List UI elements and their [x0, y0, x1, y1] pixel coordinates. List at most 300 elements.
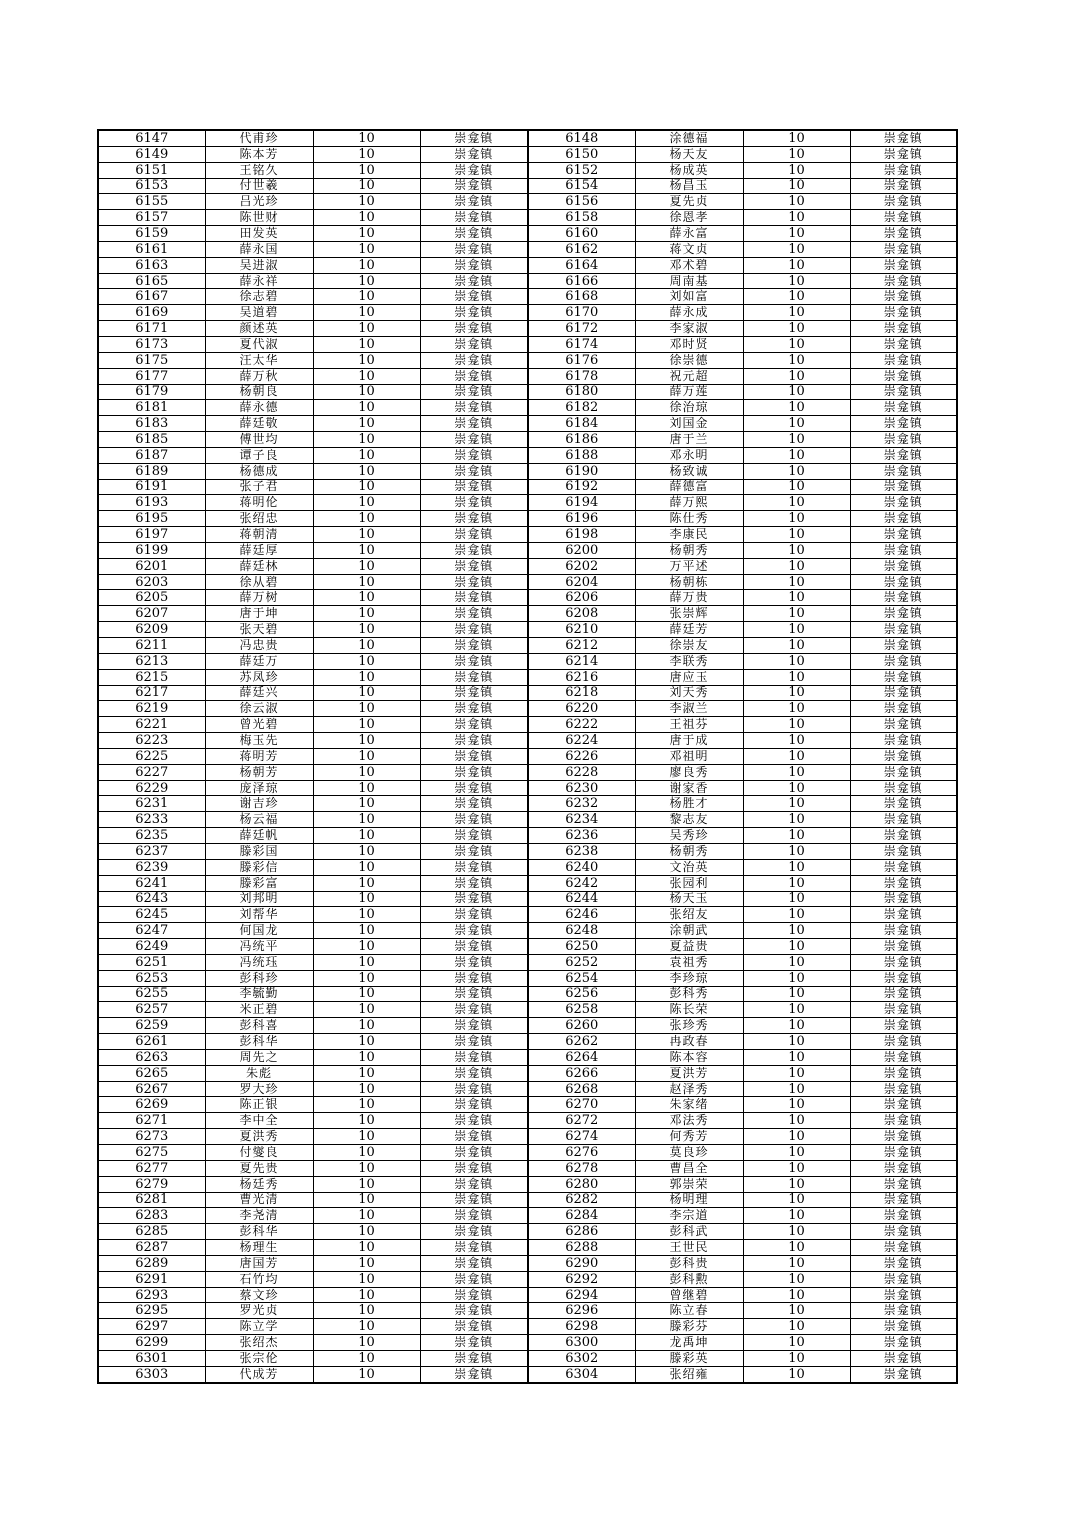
left-id-cell: 6231	[98, 796, 205, 812]
left-amount-cell: 10	[313, 1303, 420, 1319]
right-town-cell: 崇龛镇	[850, 812, 957, 828]
left-town-cell: 崇龛镇	[420, 400, 528, 416]
left-name-cell: 庞泽琼	[205, 780, 313, 796]
right-id-cell: 6248	[528, 923, 635, 939]
right-id-cell: 6300	[528, 1335, 635, 1351]
right-amount-cell: 10	[743, 986, 850, 1002]
left-town-cell: 崇龛镇	[420, 336, 528, 352]
right-name-cell: 杨朝栋	[635, 574, 743, 590]
right-amount-cell: 10	[743, 653, 850, 669]
left-amount-cell: 10	[313, 273, 420, 289]
left-name-cell: 傅世均	[205, 432, 313, 448]
right-amount-cell: 10	[743, 336, 850, 352]
table-row	[98, 1002, 957, 1018]
left-town-cell: 崇龛镇	[420, 241, 528, 257]
left-name-cell: 徐云淑	[205, 701, 313, 717]
left-amount-cell: 10	[313, 257, 420, 273]
left-town-cell: 崇龛镇	[420, 1240, 528, 1256]
right-name-cell: 薛万莲	[635, 384, 743, 400]
right-amount-cell: 10	[743, 717, 850, 733]
left-id-cell: 6303	[98, 1366, 205, 1382]
right-amount-cell: 10	[743, 1145, 850, 1161]
right-town-cell: 崇龛镇	[850, 970, 957, 986]
right-town-cell: 崇龛镇	[850, 733, 957, 749]
right-name-cell: 黎志友	[635, 812, 743, 828]
left-id-cell: 6225	[98, 748, 205, 764]
left-name-cell: 薛廷兴	[205, 685, 313, 701]
left-name-cell: 朱彪	[205, 1065, 313, 1081]
right-town-cell: 崇龛镇	[850, 1129, 957, 1145]
right-name-cell: 滕彩芬	[635, 1319, 743, 1335]
left-id-cell: 6273	[98, 1129, 205, 1145]
left-name-cell: 杨朝芳	[205, 764, 313, 780]
left-town-cell: 崇龛镇	[420, 1255, 528, 1271]
left-id-cell: 6217	[98, 685, 205, 701]
left-town-cell: 崇龛镇	[420, 321, 528, 337]
right-name-cell: 彭科秀	[635, 986, 743, 1002]
left-amount-cell: 10	[313, 1319, 420, 1335]
left-town-cell: 崇龛镇	[420, 479, 528, 495]
left-town-cell: 崇龛镇	[420, 495, 528, 511]
left-name-cell: 付世羲	[205, 178, 313, 194]
right-amount-cell: 10	[743, 891, 850, 907]
left-town-cell: 崇龛镇	[420, 574, 528, 590]
right-town-cell: 崇龛镇	[850, 162, 957, 178]
right-id-cell: 6190	[528, 463, 635, 479]
left-amount-cell: 10	[313, 1271, 420, 1287]
left-amount-cell: 10	[313, 1065, 420, 1081]
left-name-cell: 彭科华	[205, 1224, 313, 1240]
left-amount-cell: 10	[313, 1287, 420, 1303]
table-row	[98, 527, 957, 543]
right-id-cell: 6158	[528, 210, 635, 226]
left-town-cell: 崇龛镇	[420, 527, 528, 543]
right-town-cell: 崇龛镇	[850, 1350, 957, 1366]
right-name-cell: 薛万贵	[635, 590, 743, 606]
left-amount-cell: 10	[313, 1240, 420, 1256]
right-town-cell: 崇龛镇	[850, 226, 957, 242]
table-row	[98, 907, 957, 923]
table-row	[98, 875, 957, 891]
left-town-cell: 崇龛镇	[420, 1271, 528, 1287]
right-name-cell: 张绍友	[635, 907, 743, 923]
right-id-cell: 6236	[528, 828, 635, 844]
right-id-cell: 6166	[528, 273, 635, 289]
right-id-cell: 6246	[528, 907, 635, 923]
right-town-cell: 崇龛镇	[850, 1176, 957, 1192]
left-amount-cell: 10	[313, 891, 420, 907]
table-row	[98, 812, 957, 828]
left-id-cell: 6261	[98, 1034, 205, 1050]
table-row	[98, 352, 957, 368]
right-amount-cell: 10	[743, 194, 850, 210]
left-name-cell: 唐于坤	[205, 606, 313, 622]
left-id-cell: 6171	[98, 321, 205, 337]
right-name-cell: 杨天玉	[635, 891, 743, 907]
right-name-cell: 夏洪芳	[635, 1065, 743, 1081]
right-name-cell: 薛德富	[635, 479, 743, 495]
left-id-cell: 6287	[98, 1240, 205, 1256]
table-row	[98, 368, 957, 384]
right-amount-cell: 10	[743, 590, 850, 606]
right-name-cell: 赵泽秀	[635, 1081, 743, 1097]
table-row	[98, 558, 957, 574]
left-amount-cell: 10	[313, 685, 420, 701]
left-id-cell: 6281	[98, 1192, 205, 1208]
right-amount-cell: 10	[743, 1271, 850, 1287]
left-amount-cell: 10	[313, 1176, 420, 1192]
left-amount-cell: 10	[313, 479, 420, 495]
right-name-cell: 刘国金	[635, 416, 743, 432]
left-amount-cell: 10	[313, 1224, 420, 1240]
right-amount-cell: 10	[743, 1366, 850, 1382]
left-name-cell: 夏先贵	[205, 1160, 313, 1176]
left-id-cell: 6175	[98, 352, 205, 368]
left-name-cell: 代成芳	[205, 1366, 313, 1382]
table-row	[98, 542, 957, 558]
right-town-cell: 崇龛镇	[850, 1002, 957, 1018]
right-name-cell: 刘如富	[635, 289, 743, 305]
right-id-cell: 6180	[528, 384, 635, 400]
right-id-cell: 6274	[528, 1129, 635, 1145]
left-name-cell: 薛万秋	[205, 368, 313, 384]
right-town-cell: 崇龛镇	[850, 828, 957, 844]
table-row	[98, 1319, 957, 1335]
right-name-cell: 周南基	[635, 273, 743, 289]
right-amount-cell: 10	[743, 1160, 850, 1176]
table-row	[98, 447, 957, 463]
left-name-cell: 汪太华	[205, 352, 313, 368]
table-row	[98, 701, 957, 717]
left-town-cell: 崇龛镇	[420, 796, 528, 812]
right-town-cell: 崇龛镇	[850, 907, 957, 923]
left-name-cell: 滕彩国	[205, 843, 313, 859]
left-amount-cell: 10	[313, 210, 420, 226]
right-id-cell: 6258	[528, 1002, 635, 1018]
right-town-cell: 崇龛镇	[850, 1224, 957, 1240]
left-amount-cell: 10	[313, 368, 420, 384]
right-town-cell: 崇龛镇	[850, 368, 957, 384]
left-town-cell: 崇龛镇	[420, 1065, 528, 1081]
left-name-cell: 夏洪秀	[205, 1129, 313, 1145]
right-name-cell: 吴秀珍	[635, 828, 743, 844]
right-name-cell: 唐于兰	[635, 432, 743, 448]
left-name-cell: 吴道碧	[205, 305, 313, 321]
left-town-cell: 崇龛镇	[420, 1192, 528, 1208]
right-name-cell: 冉政春	[635, 1034, 743, 1050]
left-id-cell: 6211	[98, 638, 205, 654]
left-town-cell: 崇龛镇	[420, 558, 528, 574]
right-name-cell: 薛万熙	[635, 495, 743, 511]
right-name-cell: 滕彩英	[635, 1350, 743, 1366]
left-amount-cell: 10	[313, 606, 420, 622]
left-town-cell: 崇龛镇	[420, 843, 528, 859]
left-name-cell: 杨德成	[205, 463, 313, 479]
table-row	[98, 1350, 957, 1366]
left-amount-cell: 10	[313, 780, 420, 796]
left-town-cell: 崇龛镇	[420, 226, 528, 242]
right-name-cell: 杨致诚	[635, 463, 743, 479]
right-id-cell: 6156	[528, 194, 635, 210]
right-amount-cell: 10	[743, 352, 850, 368]
right-id-cell: 6192	[528, 479, 635, 495]
right-id-cell: 6304	[528, 1366, 635, 1382]
right-town-cell: 崇龛镇	[850, 701, 957, 717]
right-town-cell: 崇龛镇	[850, 511, 957, 527]
right-name-cell: 李康民	[635, 527, 743, 543]
right-id-cell: 6194	[528, 495, 635, 511]
right-name-cell: 邓术碧	[635, 257, 743, 273]
left-name-cell: 张天碧	[205, 622, 313, 638]
left-name-cell: 薛永祥	[205, 273, 313, 289]
table-row	[98, 1129, 957, 1145]
left-name-cell: 冯统平	[205, 939, 313, 955]
left-name-cell: 吴进淑	[205, 257, 313, 273]
right-town-cell: 崇龛镇	[850, 1303, 957, 1319]
left-id-cell: 6291	[98, 1271, 205, 1287]
right-town-cell: 崇龛镇	[850, 1097, 957, 1113]
right-id-cell: 6266	[528, 1065, 635, 1081]
left-amount-cell: 10	[313, 130, 420, 146]
right-town-cell: 崇龛镇	[850, 717, 957, 733]
left-amount-cell: 10	[313, 416, 420, 432]
records-table	[97, 129, 958, 1384]
right-town-cell: 崇龛镇	[850, 1319, 957, 1335]
right-amount-cell: 10	[743, 384, 850, 400]
left-name-cell: 杨廷秀	[205, 1176, 313, 1192]
table-row	[98, 210, 957, 226]
left-town-cell: 崇龛镇	[420, 432, 528, 448]
right-amount-cell: 10	[743, 1113, 850, 1129]
right-id-cell: 6232	[528, 796, 635, 812]
left-town-cell: 崇龛镇	[420, 1097, 528, 1113]
left-id-cell: 6155	[98, 194, 205, 210]
left-town-cell: 崇龛镇	[420, 653, 528, 669]
left-town-cell: 崇龛镇	[420, 1002, 528, 1018]
right-amount-cell: 10	[743, 447, 850, 463]
table-row	[98, 764, 957, 780]
left-name-cell: 冯忠贵	[205, 638, 313, 654]
left-amount-cell: 10	[313, 178, 420, 194]
left-amount-cell: 10	[313, 828, 420, 844]
right-amount-cell: 10	[743, 859, 850, 875]
right-name-cell: 刘天秀	[635, 685, 743, 701]
left-id-cell: 6279	[98, 1176, 205, 1192]
right-town-cell: 崇龛镇	[850, 558, 957, 574]
table-row	[98, 495, 957, 511]
left-id-cell: 6239	[98, 859, 205, 875]
right-name-cell: 李家淑	[635, 321, 743, 337]
right-amount-cell: 10	[743, 273, 850, 289]
left-name-cell: 谭子良	[205, 447, 313, 463]
right-id-cell: 6188	[528, 447, 635, 463]
table-row	[98, 669, 957, 685]
right-name-cell: 杨朝秀	[635, 843, 743, 859]
left-name-cell: 苏凤珍	[205, 669, 313, 685]
left-name-cell: 李中全	[205, 1113, 313, 1129]
left-id-cell: 6197	[98, 527, 205, 543]
left-id-cell: 6209	[98, 622, 205, 638]
left-amount-cell: 10	[313, 923, 420, 939]
right-amount-cell: 10	[743, 1002, 850, 1018]
left-name-cell: 米正碧	[205, 1002, 313, 1018]
right-town-cell: 崇龛镇	[850, 321, 957, 337]
table-row	[98, 321, 957, 337]
right-amount-cell: 10	[743, 875, 850, 891]
left-id-cell: 6235	[98, 828, 205, 844]
left-amount-cell: 10	[313, 1049, 420, 1065]
left-name-cell: 薛廷林	[205, 558, 313, 574]
right-name-cell: 邓法秀	[635, 1113, 743, 1129]
left-name-cell: 刘邦明	[205, 891, 313, 907]
right-amount-cell: 10	[743, 1018, 850, 1034]
right-amount-cell: 10	[743, 780, 850, 796]
right-town-cell: 崇龛镇	[850, 653, 957, 669]
right-name-cell: 徐崇德	[635, 352, 743, 368]
left-amount-cell: 10	[313, 1145, 420, 1161]
right-name-cell: 彭科贵	[635, 1255, 743, 1271]
right-town-cell: 崇龛镇	[850, 606, 957, 622]
right-town-cell: 崇龛镇	[850, 527, 957, 543]
table-row	[98, 1255, 957, 1271]
left-amount-cell: 10	[313, 1097, 420, 1113]
left-amount-cell: 10	[313, 1255, 420, 1271]
table-row	[98, 479, 957, 495]
left-amount-cell: 10	[313, 527, 420, 543]
right-town-cell: 崇龛镇	[850, 748, 957, 764]
right-name-cell: 袁祖秀	[635, 954, 743, 970]
right-id-cell: 6250	[528, 939, 635, 955]
left-name-cell: 石竹均	[205, 1271, 313, 1287]
left-amount-cell: 10	[313, 843, 420, 859]
left-town-cell: 崇龛镇	[420, 812, 528, 828]
right-town-cell: 崇龛镇	[850, 1049, 957, 1065]
table-row	[98, 194, 957, 210]
right-name-cell: 唐于成	[635, 733, 743, 749]
right-town-cell: 崇龛镇	[850, 1271, 957, 1287]
left-town-cell: 崇龛镇	[420, 622, 528, 638]
right-town-cell: 崇龛镇	[850, 939, 957, 955]
left-town-cell: 崇龛镇	[420, 780, 528, 796]
right-amount-cell: 10	[743, 527, 850, 543]
left-town-cell: 崇龛镇	[420, 511, 528, 527]
left-id-cell: 6147	[98, 130, 205, 146]
left-id-cell: 6203	[98, 574, 205, 590]
left-id-cell: 6265	[98, 1065, 205, 1081]
left-id-cell: 6283	[98, 1208, 205, 1224]
left-id-cell: 6161	[98, 241, 205, 257]
left-amount-cell: 10	[313, 574, 420, 590]
right-town-cell: 崇龛镇	[850, 859, 957, 875]
right-amount-cell: 10	[743, 432, 850, 448]
left-id-cell: 6165	[98, 273, 205, 289]
right-amount-cell: 10	[743, 812, 850, 828]
right-amount-cell: 10	[743, 669, 850, 685]
right-id-cell: 6302	[528, 1350, 635, 1366]
left-town-cell: 崇龛镇	[420, 875, 528, 891]
left-amount-cell: 10	[313, 764, 420, 780]
left-id-cell: 6191	[98, 479, 205, 495]
left-town-cell: 崇龛镇	[420, 907, 528, 923]
left-amount-cell: 10	[313, 194, 420, 210]
left-name-cell: 滕彩富	[205, 875, 313, 891]
right-name-cell: 张绍雍	[635, 1366, 743, 1382]
right-name-cell: 廖良秀	[635, 764, 743, 780]
right-id-cell: 6214	[528, 653, 635, 669]
left-amount-cell: 10	[313, 305, 420, 321]
right-name-cell: 何秀芳	[635, 1129, 743, 1145]
right-name-cell: 蒋文贞	[635, 241, 743, 257]
right-town-cell: 崇龛镇	[850, 1335, 957, 1351]
right-id-cell: 6278	[528, 1160, 635, 1176]
left-name-cell: 蒋明伦	[205, 495, 313, 511]
right-town-cell: 崇龛镇	[850, 130, 957, 146]
left-amount-cell: 10	[313, 939, 420, 955]
right-id-cell: 6186	[528, 432, 635, 448]
left-id-cell: 6289	[98, 1255, 205, 1271]
right-town-cell: 崇龛镇	[850, 289, 957, 305]
left-town-cell: 崇龛镇	[420, 1081, 528, 1097]
right-id-cell: 6292	[528, 1271, 635, 1287]
right-amount-cell: 10	[743, 1350, 850, 1366]
right-name-cell: 王世民	[635, 1240, 743, 1256]
left-name-cell: 杨云福	[205, 812, 313, 828]
left-name-cell: 田发英	[205, 226, 313, 242]
left-town-cell: 崇龛镇	[420, 1145, 528, 1161]
left-name-cell: 李尧清	[205, 1208, 313, 1224]
right-id-cell: 6212	[528, 638, 635, 654]
left-amount-cell: 10	[313, 1034, 420, 1050]
left-name-cell: 彭科喜	[205, 1018, 313, 1034]
right-town-cell: 崇龛镇	[850, 1255, 957, 1271]
left-amount-cell: 10	[313, 1129, 420, 1145]
left-town-cell: 崇龛镇	[420, 1366, 528, 1382]
right-town-cell: 崇龛镇	[850, 1192, 957, 1208]
table-row	[98, 416, 957, 432]
left-id-cell: 6151	[98, 162, 205, 178]
left-name-cell: 彭科华	[205, 1034, 313, 1050]
right-id-cell: 6290	[528, 1255, 635, 1271]
left-id-cell: 6195	[98, 511, 205, 527]
table-row	[98, 257, 957, 273]
left-town-cell: 崇龛镇	[420, 1224, 528, 1240]
left-town-cell: 崇龛镇	[420, 146, 528, 162]
left-town-cell: 崇龛镇	[420, 273, 528, 289]
left-name-cell: 薛万树	[205, 590, 313, 606]
left-town-cell: 崇龛镇	[420, 590, 528, 606]
right-amount-cell: 10	[743, 511, 850, 527]
left-town-cell: 崇龛镇	[420, 1303, 528, 1319]
left-town-cell: 崇龛镇	[420, 1160, 528, 1176]
left-name-cell: 滕彩信	[205, 859, 313, 875]
table-row	[98, 733, 957, 749]
left-town-cell: 崇龛镇	[420, 923, 528, 939]
right-amount-cell: 10	[743, 574, 850, 590]
table-row	[98, 923, 957, 939]
right-name-cell: 杨昌玉	[635, 178, 743, 194]
left-id-cell: 6259	[98, 1018, 205, 1034]
right-town-cell: 崇龛镇	[850, 463, 957, 479]
right-town-cell: 崇龛镇	[850, 764, 957, 780]
left-town-cell: 崇龛镇	[420, 463, 528, 479]
left-town-cell: 崇龛镇	[420, 178, 528, 194]
right-amount-cell: 10	[743, 257, 850, 273]
left-name-cell: 蔡文珍	[205, 1287, 313, 1303]
right-amount-cell: 10	[743, 1303, 850, 1319]
right-amount-cell: 10	[743, 368, 850, 384]
left-id-cell: 6247	[98, 923, 205, 939]
right-amount-cell: 10	[743, 907, 850, 923]
